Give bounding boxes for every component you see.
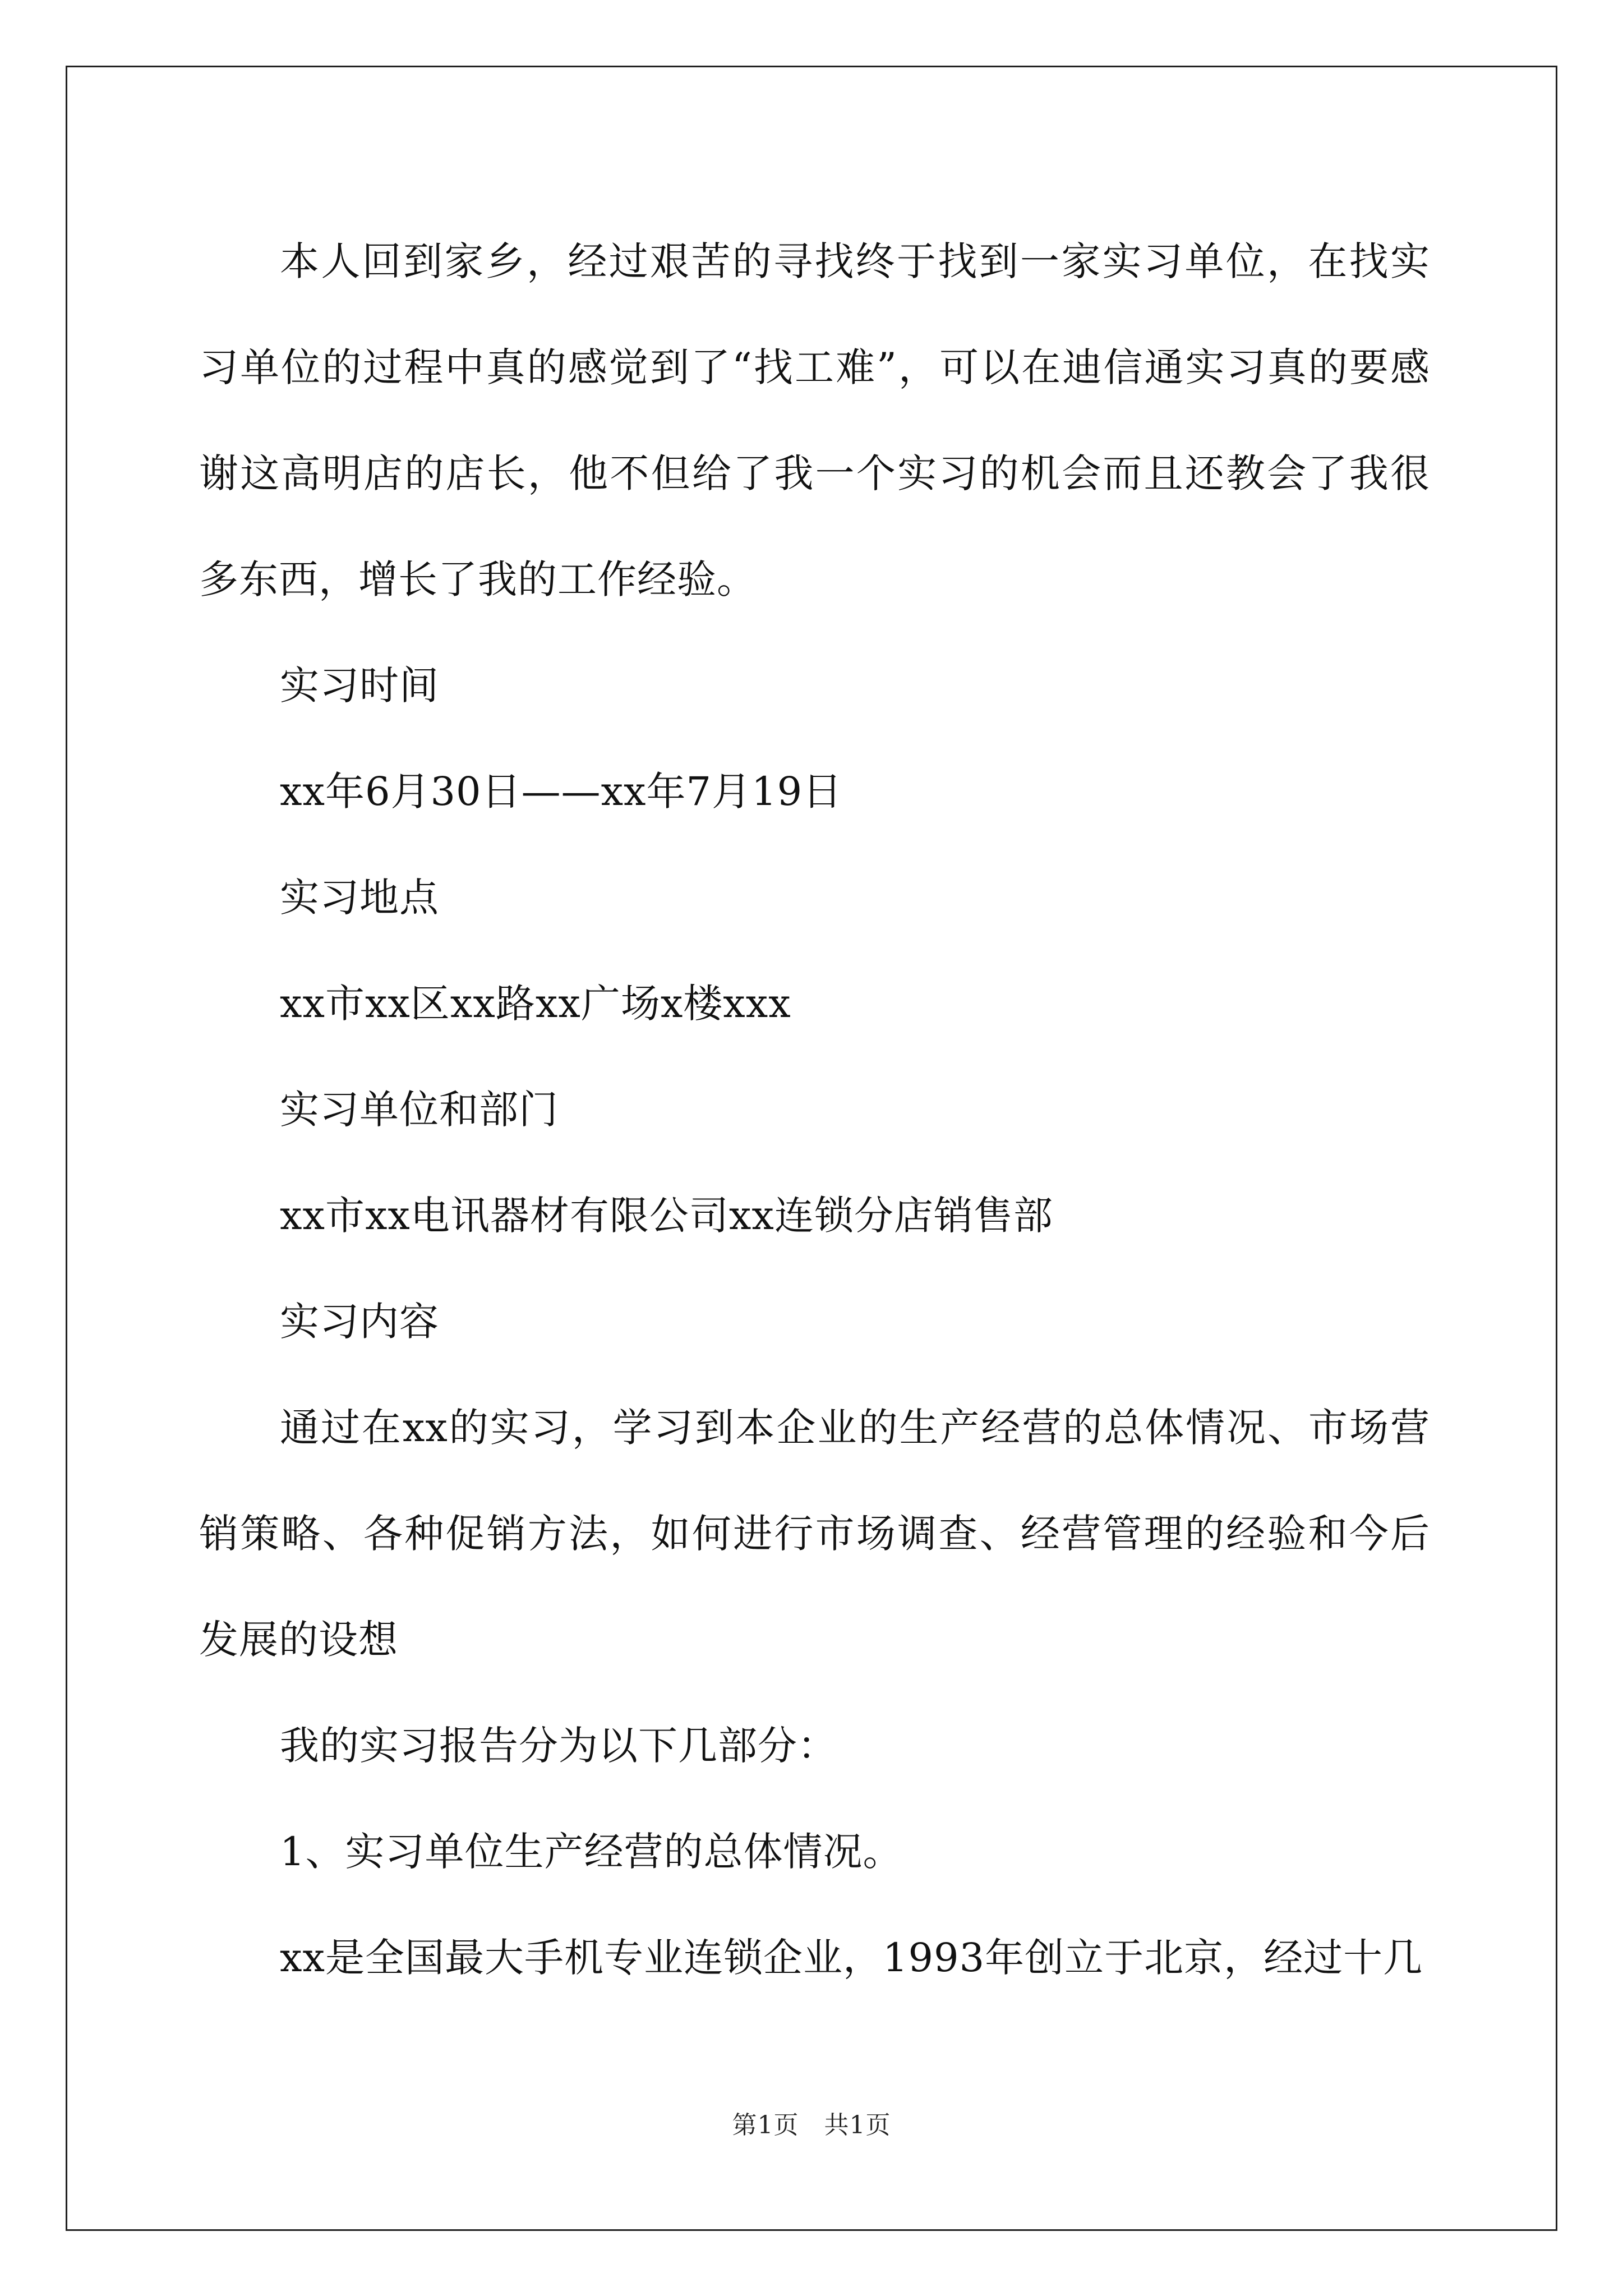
- unit-department-value: xx市xx电讯器材有限公司xx连锁分店销售部: [280, 1193, 1053, 1239]
- heading-unit-department: 实习单位和部门: [280, 1087, 559, 1133]
- paragraph-section-1: 1、实习单位生产经营的总体情况。: [280, 1829, 903, 1875]
- paragraph-intro: 本人回到家乡，经过艰苦的寻找终于找到一家实习单位，在找实习单位的过程中真的感觉到了“找工难”，可以在迪信通实习真的要感谢这高明店的店长，他不但给了我一个实习的机会而且还教会了我很多东西，增长了我的工作经验。: [199, 238, 1430, 602]
- heading-internship-time: 实习时间: [280, 662, 439, 708]
- page-number: 第1页: [732, 2111, 799, 2139]
- internship-location-value: xx市xx区xx路xx广场x楼xxx: [280, 981, 791, 1027]
- internship-time-value: xx年6月30日——xx年7月19日: [280, 769, 843, 815]
- page-footer: [0, 2105, 1623, 2141]
- page-total: 共1页: [824, 2111, 891, 2139]
- paragraph-content: 通过在xx的实习，学习到本企业的生产经营的总体情况、市场营销策略、各种促销方法，如何进行市场调查、经营管理的经验和今后发展的设想: [199, 1405, 1430, 1663]
- paragraph-company-intro: xx是全国最大手机专业连锁企业，1993年创立于北京，经过十几: [280, 1935, 1423, 1981]
- heading-internship-content: 实习内容: [280, 1299, 439, 1345]
- paragraph-report-parts: 我的实习报告分为以下几部分：: [280, 1723, 837, 1769]
- document-body: [199, 209, 1430, 2011]
- heading-internship-location: 实习地点: [280, 875, 439, 921]
